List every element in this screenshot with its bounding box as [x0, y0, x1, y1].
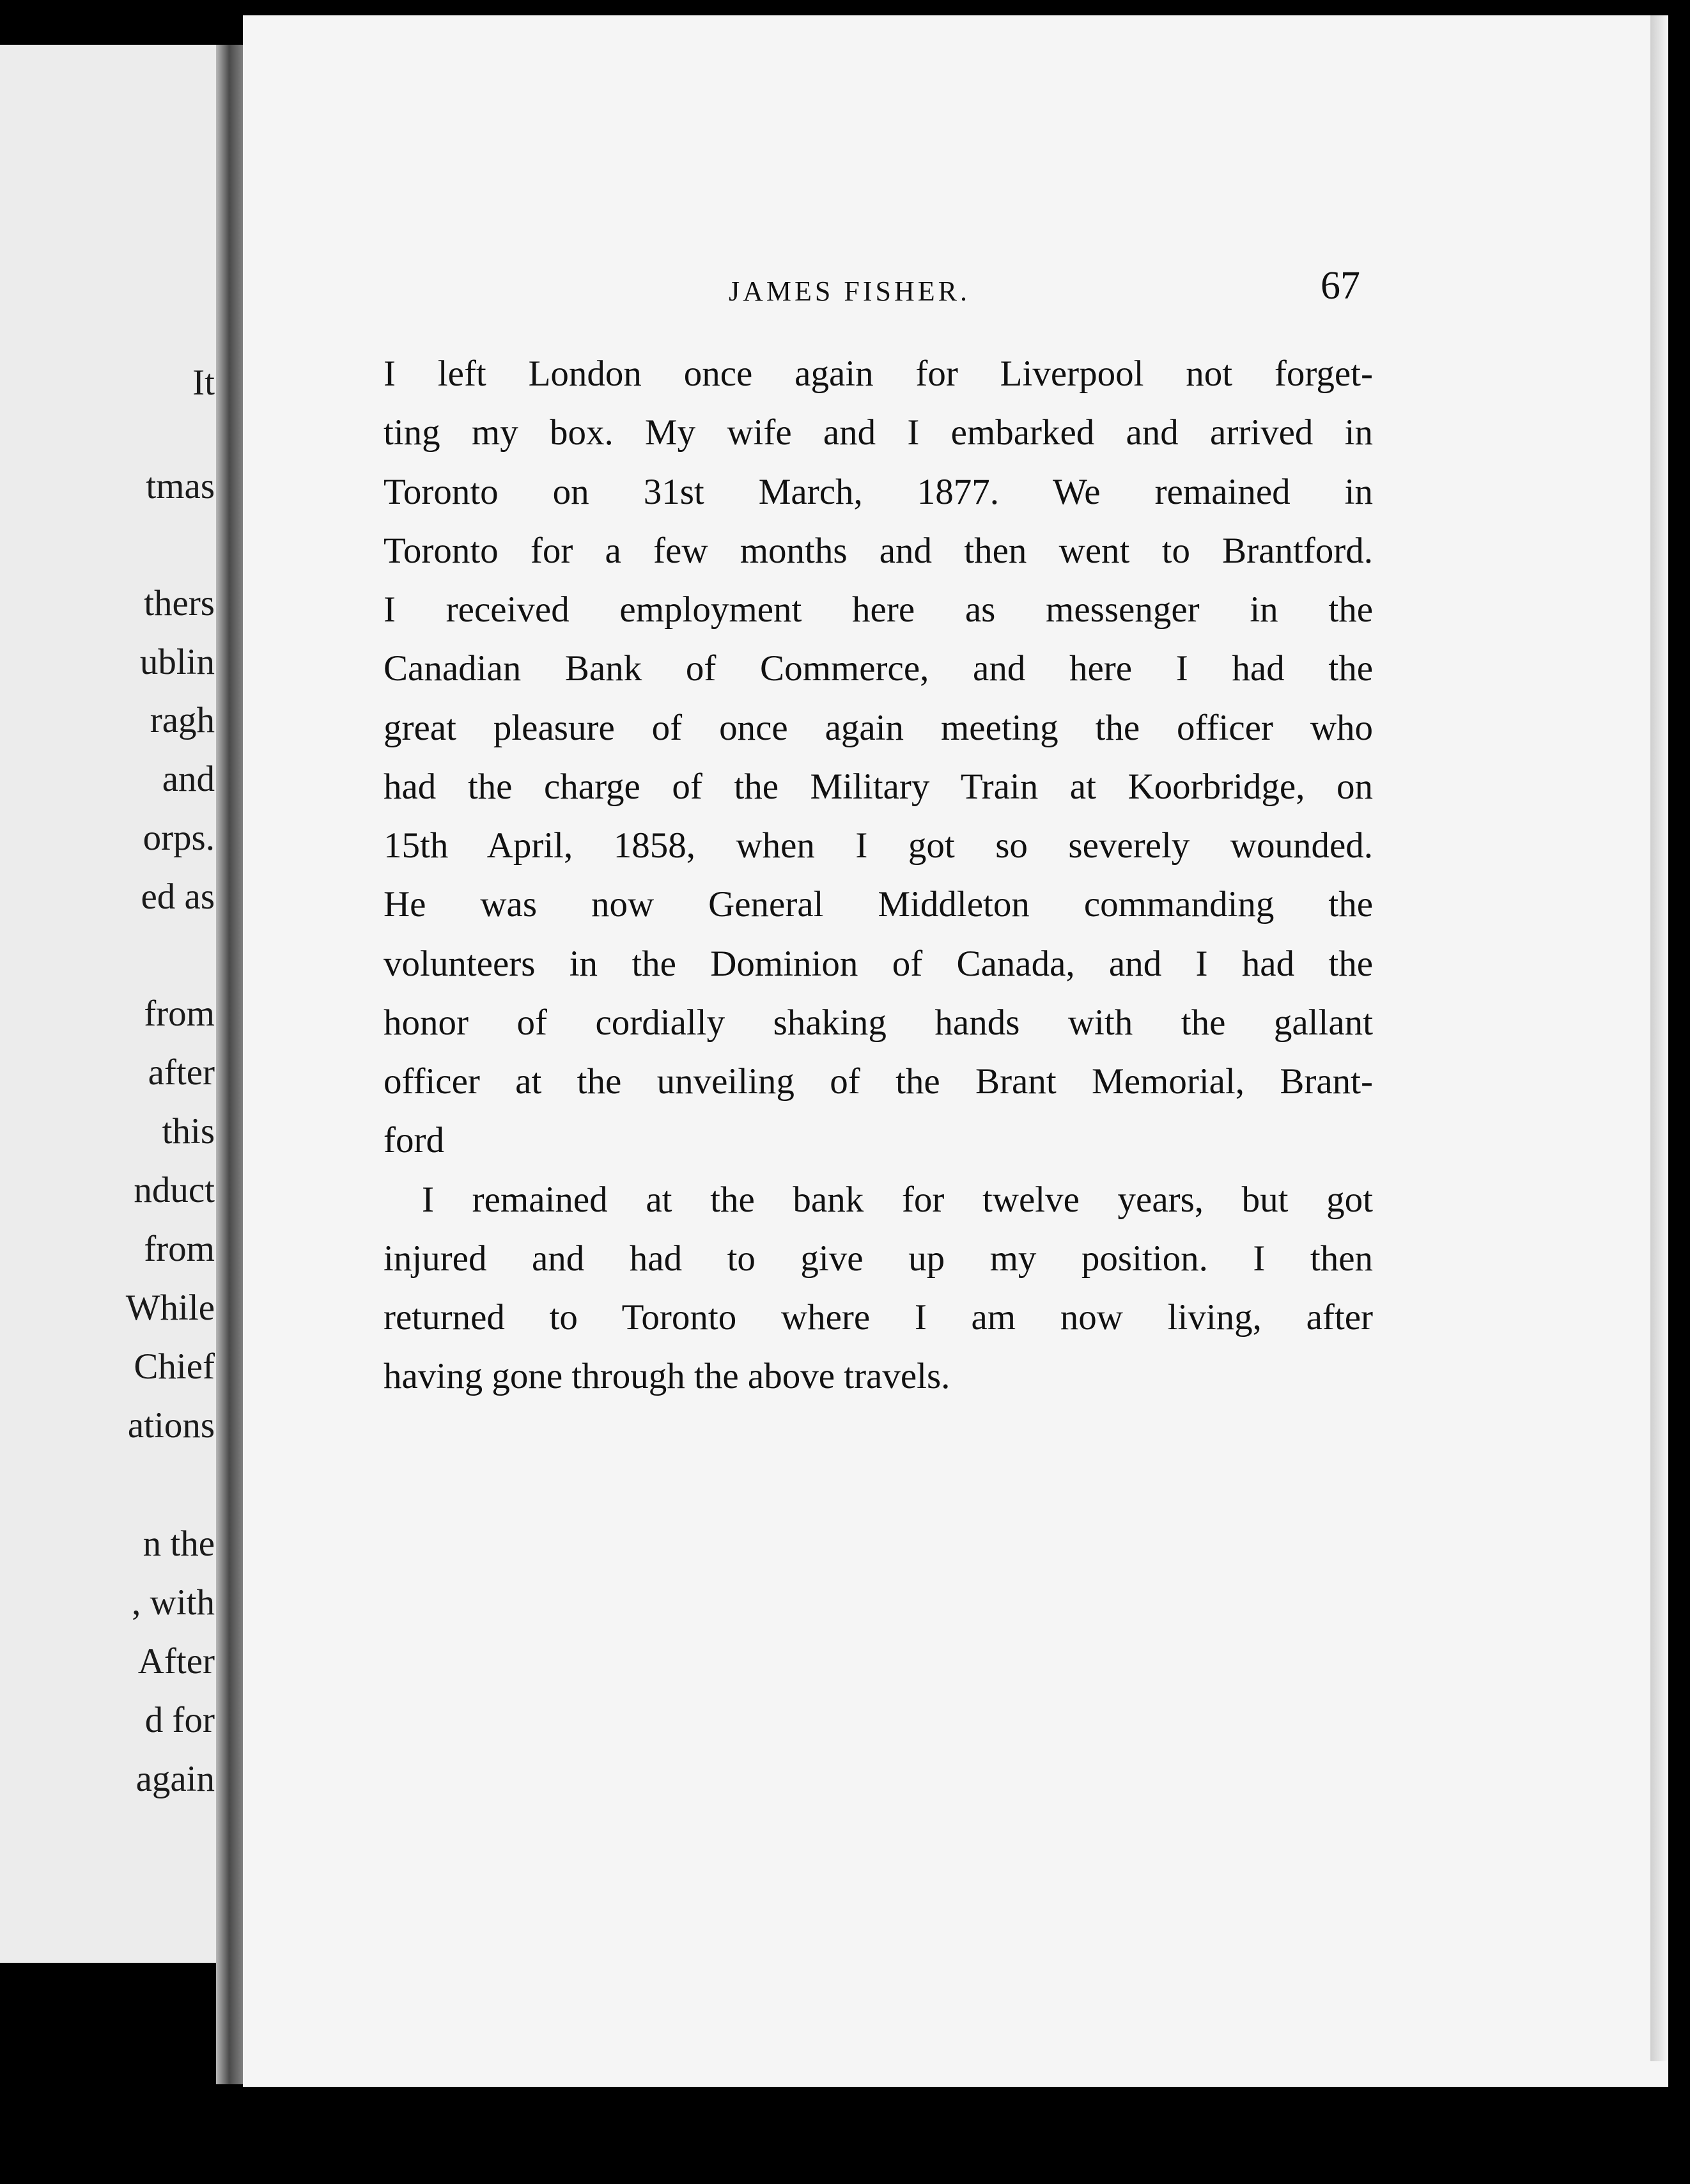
body-text-line: I left London once again for Liverpool not forget-	[384, 354, 1373, 394]
left-page-fragment: d for	[144, 1700, 215, 1740]
body-text-line: 15th April, 1858, when I got so severely wounded.	[384, 825, 1373, 866]
left-page	[0, 45, 222, 1963]
left-page-fragment: thers	[144, 583, 215, 623]
left-page-fragment: ragh	[150, 700, 215, 740]
left-page-fragment: from	[144, 1229, 215, 1269]
right-page	[243, 15, 1668, 2087]
body-text-line: He was now General Middleton commanding the	[384, 884, 1373, 924]
body-text-line: had the charge of the Military Train at Koorbridge, on	[384, 767, 1373, 807]
body-text-line: honor of cordially shaking hands with the gallant	[384, 1002, 1373, 1043]
left-page-fragment: orps.	[143, 818, 215, 858]
book-spine	[216, 45, 245, 2084]
left-page-fragment: this	[162, 1111, 215, 1151]
running-head: JAMES FISHER.	[729, 276, 970, 307]
left-page-fragment: ations	[127, 1405, 215, 1446]
left-page-fragment: n the	[143, 1524, 215, 1564]
body-text-line: I remained at the bank for twelve years, but got	[422, 1180, 1373, 1220]
left-page-fragment: ed as	[141, 877, 215, 917]
left-page-fragment: ublin	[139, 642, 215, 682]
page-number: 67	[1321, 264, 1360, 308]
body-text-line: officer at the unveiling of the Brant Memorial, Brant-	[384, 1061, 1373, 1102]
left-page-fragment: after	[148, 1052, 215, 1093]
body-text-line: Toronto on 31st March, 1877. We remained in	[384, 472, 1373, 512]
body-text-line: Toronto for a few months and then went to Brantford.	[384, 531, 1373, 571]
body-text-line: injured and had to give up my position. I then	[384, 1238, 1373, 1279]
left-page-fragment: After	[137, 1641, 215, 1681]
left-page-fragment: It	[192, 363, 215, 403]
body-text-line: ford	[384, 1120, 444, 1160]
body-text-line: having gone through the above travels.	[384, 1356, 950, 1396]
left-page-fragment: nduct	[134, 1170, 215, 1210]
left-page-fragment: While	[125, 1288, 215, 1328]
body-text-line: ting my box. My wife and I embarked and arrived in	[384, 412, 1373, 453]
body-text-line: volunteers in the Dominion of Canada, and I had the	[384, 944, 1373, 984]
page-edge	[1650, 15, 1667, 2061]
body-text-line: great pleasure of once again meeting the officer who	[384, 708, 1373, 748]
left-page-fragment: from	[144, 994, 215, 1034]
body-text-line: Canadian Bank of Commerce, and here I had the	[384, 648, 1373, 689]
left-page-fragment: again	[136, 1759, 215, 1799]
left-page-fragment: Chief	[134, 1346, 215, 1387]
left-page-fragment: and	[162, 759, 215, 799]
left-page-fragment: , with	[132, 1582, 215, 1623]
body-text-line: I received employment here as messenger in the	[384, 589, 1373, 630]
left-page-fragment: tmas	[146, 466, 215, 506]
body-text-line: returned to Toronto where I am now living, after	[384, 1297, 1373, 1338]
